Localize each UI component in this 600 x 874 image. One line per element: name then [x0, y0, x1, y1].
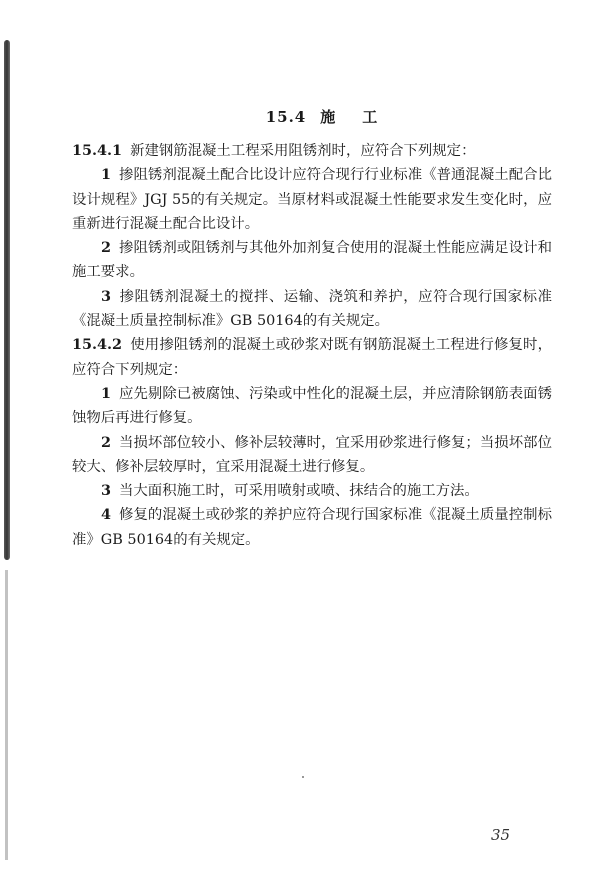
item-text: 修复的混凝土或砂浆的养护应符合现行国家标准《混凝土质量控制标准》GB 50164的有关规定。	[72, 507, 552, 548]
scan-shadow-edge	[0, 0, 16, 874]
clause-15-4-1-item-1	[72, 163, 552, 236]
clause-15-4-1	[72, 139, 552, 163]
section-title-part2: 工	[362, 108, 379, 126]
clause-15-4-2	[72, 333, 552, 382]
section-heading	[72, 106, 552, 127]
document-page	[72, 106, 552, 552]
item-number: 3	[101, 287, 112, 305]
item-text: 掺阻锈剂或阻锈剂与其他外加剂复合使用的混凝土性能应满足设计和施工要求。	[72, 240, 552, 281]
item-number: 3	[101, 482, 112, 500]
clause-15-4-1-item-3	[72, 285, 552, 334]
clause-15-4-2-item-4	[72, 503, 552, 552]
item-number: 1	[101, 384, 112, 402]
section-title-part1: 施	[320, 108, 337, 126]
item-text: 当损坏部位较小、修补层较薄时，宜采用砂浆进行修复；当损坏部位较大、修补层较厚时，宜采用混凝土进行修复。	[72, 434, 552, 475]
item-number: 2	[101, 433, 112, 451]
item-number: 4	[101, 506, 112, 524]
clause-number: 15.4.1	[72, 142, 123, 159]
clause-15-4-1-item-2	[72, 236, 552, 285]
scan-shadow-bar-lower	[5, 570, 8, 860]
item-text: 应先剔除已被腐蚀、污染或中性化的混凝土层，并应清除钢筋表面锈蚀物后再进行修复。	[72, 385, 552, 427]
scan-speck	[302, 776, 304, 778]
clause-15-4-2-item-2	[72, 431, 552, 480]
item-text: 掺阻锈剂混凝土配合比设计应符合现行行业标准《普通混凝土配合比设计规程》JGJ 55的有关规定。当原材料或混凝土性能要求发生变化时，应重新进行混凝土配合比设计。	[72, 167, 552, 232]
item-number: 1	[101, 166, 112, 184]
clause-15-4-2-item-1	[72, 382, 552, 431]
item-number: 2	[101, 239, 112, 257]
item-text: 掺阻锈剂混凝土的搅拌、运输、浇筑和养护，应符合现行国家标准《混凝土质量控制标准》GB 50164的有关规定。	[72, 288, 552, 330]
section-number: 15.4	[265, 108, 307, 126]
clause-15-4-2-item-3	[72, 479, 552, 503]
scan-shadow-bar	[4, 40, 10, 560]
clause-number: 15.4.2	[72, 336, 123, 354]
clause-text: 新建钢筋混凝土工程采用阻锈剂时，应符合下列规定：	[130, 143, 476, 159]
page-number: 35	[491, 826, 511, 844]
item-text: 当大面积施工时，可采用喷射或喷、抹结合的施工方法。	[119, 483, 479, 500]
clause-text: 使用掺阻锈剂的混凝土或砂浆对既有钢筋混凝土工程进行修复时，应符合下列规定：	[72, 337, 552, 378]
